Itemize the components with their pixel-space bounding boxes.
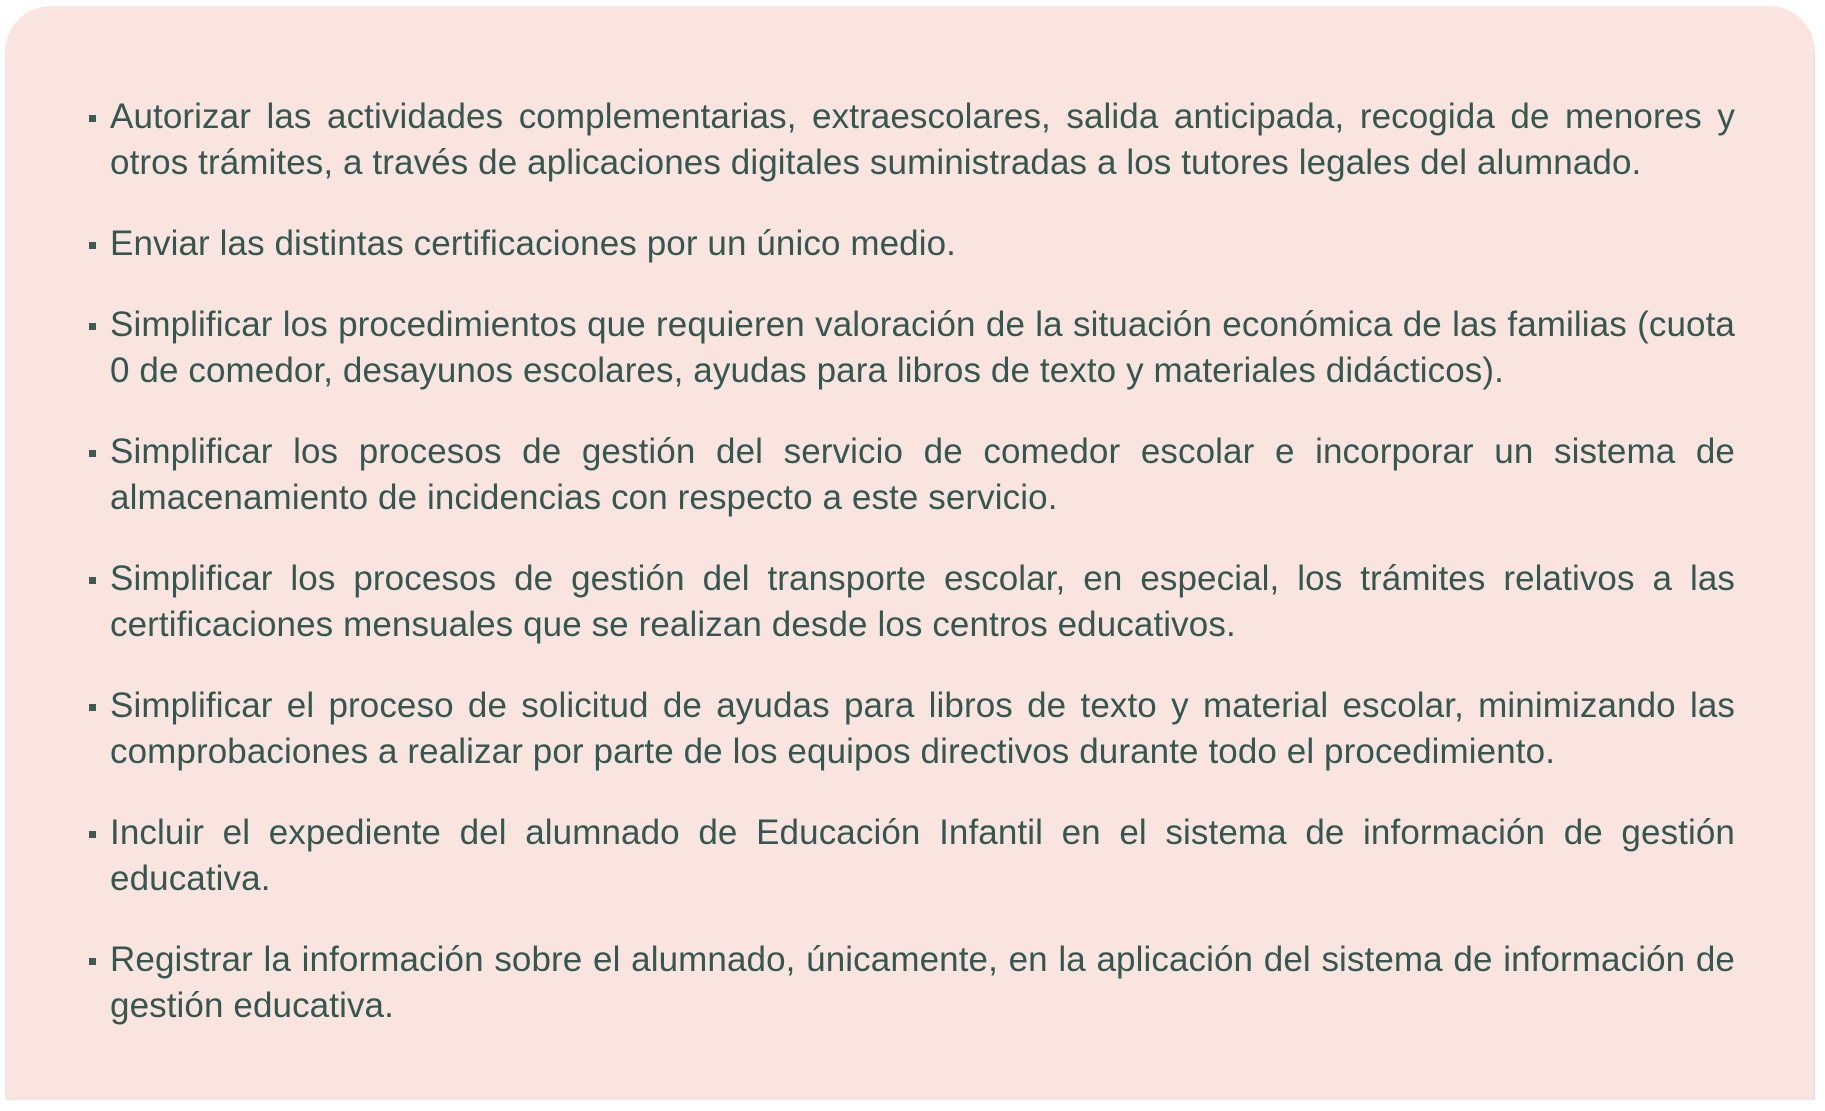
list-item-text: Simplificar el proceso de solicitud de ayudas para libros de texto y material escolar, minimizando las comprobaciones a realizar por parte de los equipos directivos durante todo el procedimiento. [110,686,1735,771]
list-item [89,556,1735,648]
bullet-list [89,94,1735,1064]
square-bullet-icon [89,831,96,838]
info-panel [5,6,1815,1100]
list-item [89,94,1735,186]
list-item-text: Registrar la información sobre el alumnado, únicamente, en la aplicación del sistema de información de gestión educativa. [110,940,1735,1025]
list-item-text: Simplificar los procedimientos que requieren valoración de la situación económica de las familias (cuota 0 de comedor, desayunos escolares, ayudas para libros de texto y materiales didácticos). [110,305,1735,390]
list-item [89,810,1735,902]
square-bullet-icon [89,242,96,249]
square-bullet-icon [89,115,96,122]
square-bullet-icon [89,323,96,330]
list-item-text: Enviar las distintas certificaciones por un único medio. [110,224,957,263]
list-item [89,221,1735,267]
list-item-text: Simplificar los procesos de gestión del transporte escolar, en especial, los trámites relativos a las certificaciones mensuales que se realizan desde los centros educativos. [110,559,1735,644]
square-bullet-icon [89,704,96,711]
square-bullet-icon [89,450,96,457]
list-item-text: Incluir el expediente del alumnado de Educación Infantil en el sistema de información de gestión educativa. [110,813,1735,898]
square-bullet-icon [89,577,96,584]
list-item [89,683,1735,775]
list-item [89,429,1735,521]
list-item-text: Autorizar las actividades complementarias, extraescolares, salida anticipada, recogida de menores y otros trámites, a través de aplicaciones digitales suministradas a los tutores legales del alumnado. [110,97,1735,182]
list-item [89,302,1735,394]
list-item-text: Simplificar los procesos de gestión del servicio de comedor escolar e incorporar un sistema de almacenamiento de incidencias con respecto a este servicio. [110,432,1735,517]
list-item [89,937,1735,1029]
square-bullet-icon [89,958,96,965]
